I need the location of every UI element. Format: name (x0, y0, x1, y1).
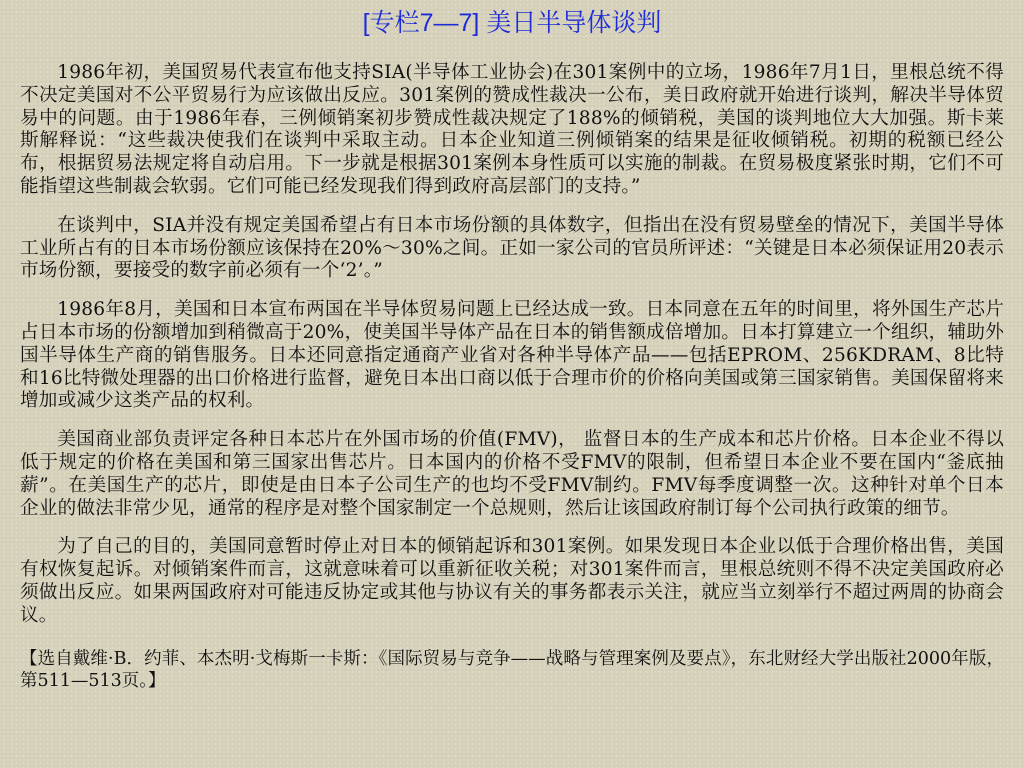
paragraph-3: 1986年8月，美国和日本宣布两国在半导体贸易问题上已经达成一致。日本同意在五年的时间里，将外国生产芯片占日本市场的份额增加到稍微高于20%，使美国半导体产品在日本的销售额成倍增加。日本打算建立一个组织，辅助外国半导体生产商的销售服务。日本还同意指定通商产业省对各种半导体产品——包括EPROM、256KDRAM、8比特和16比特微处理器的出口价格进行监督，避免日本出口商以低于合理市价的价格向美国或第三国家销售。美国保留将来增加或减少这类产品的权利。 (20, 299, 1004, 412)
paragraph-1: 1986年初，美国贸易代表宣布他支持SIA(半导体工业协会)在301案例中的立场，1986年7月1日，里根总统不得不决定美国对不公平贸易行为应该做出反应。301案例的赞成性裁决一公布，美日政府就开始进行谈判，解决半导体贸易中的问题。由于1986年春，三例倾销案初步赞成性裁决规定了188%的倾销税，美国的谈判地位大大加强。斯卡莱斯解释说：“这些裁决使我们在谈判中采取主动。日本企业知道三例倾销案的结果是征收倾销税。初期的税额已经公布，根据贸易法规定将自动启用。下一步就是根据301案例本身性质可以实施的制裁。在贸易极度紧张时期，它们不可能指望这些制裁会软弱。它们可能已经发现我们得到政府高层部门的支持。” (20, 62, 1004, 197)
page-title: [专栏7—7] 美日半导体谈判 (362, 9, 662, 37)
paragraph-4: 美国商业部负责评定各种日本芯片在外国市场的价值(FMV)， 监督日本的生产成本和芯片价格。日本企业不得以低于规定的价格在美国和第三国家出售芯片。日本国内的价格不受FMV的限制，但希望日本企业不要在国内“釜底抽薪”。在美国生产的芯片，即使是由日本子公司生产的也均不受FMV制约。FMV每季度调整一次。这种针对单个日本企业的做法非常少见，通常的程序是对整个国家制定一个总规则，然后让该国政府制订每个公司执行政策的细节。 (20, 429, 1004, 519)
paragraph-2: 在谈判中，SIA并没有规定美国希望占有日本市场份额的具体数字，但指出在没有贸易壁垒的情况下，美国半导体工业所占有的日本市场份额应该保持在20%～30%之间。正如一家公司的官员所评述：“关键是日本必须保证用20表示市场份额，要接受的数字前必须有一个‘2’。” (20, 214, 1004, 282)
source-citation: 【选自戴维·B．约菲、本杰明·戈梅斯一卡斯：《国际贸易与竞争——战略与管理案例及要点》，东北财经大学出版社2000年版，第511—513页。】 (20, 648, 1004, 692)
paragraph-5: 为了自己的目的，美国同意暂时停止对日本的倾销起诉和301案例。如果发现日本企业以低于合理价格出售，美国有权恢复起诉。对倾销案件而言，这就意味着可以重新征收关税；对301案件而言，里根总统则不得不决定美国政府必须做出反应。如果两国政府对可能违反协定或其他与协议有关的事务都表示关注，就应当立刻举行不超过两周的协商会议。 (20, 536, 1004, 626)
